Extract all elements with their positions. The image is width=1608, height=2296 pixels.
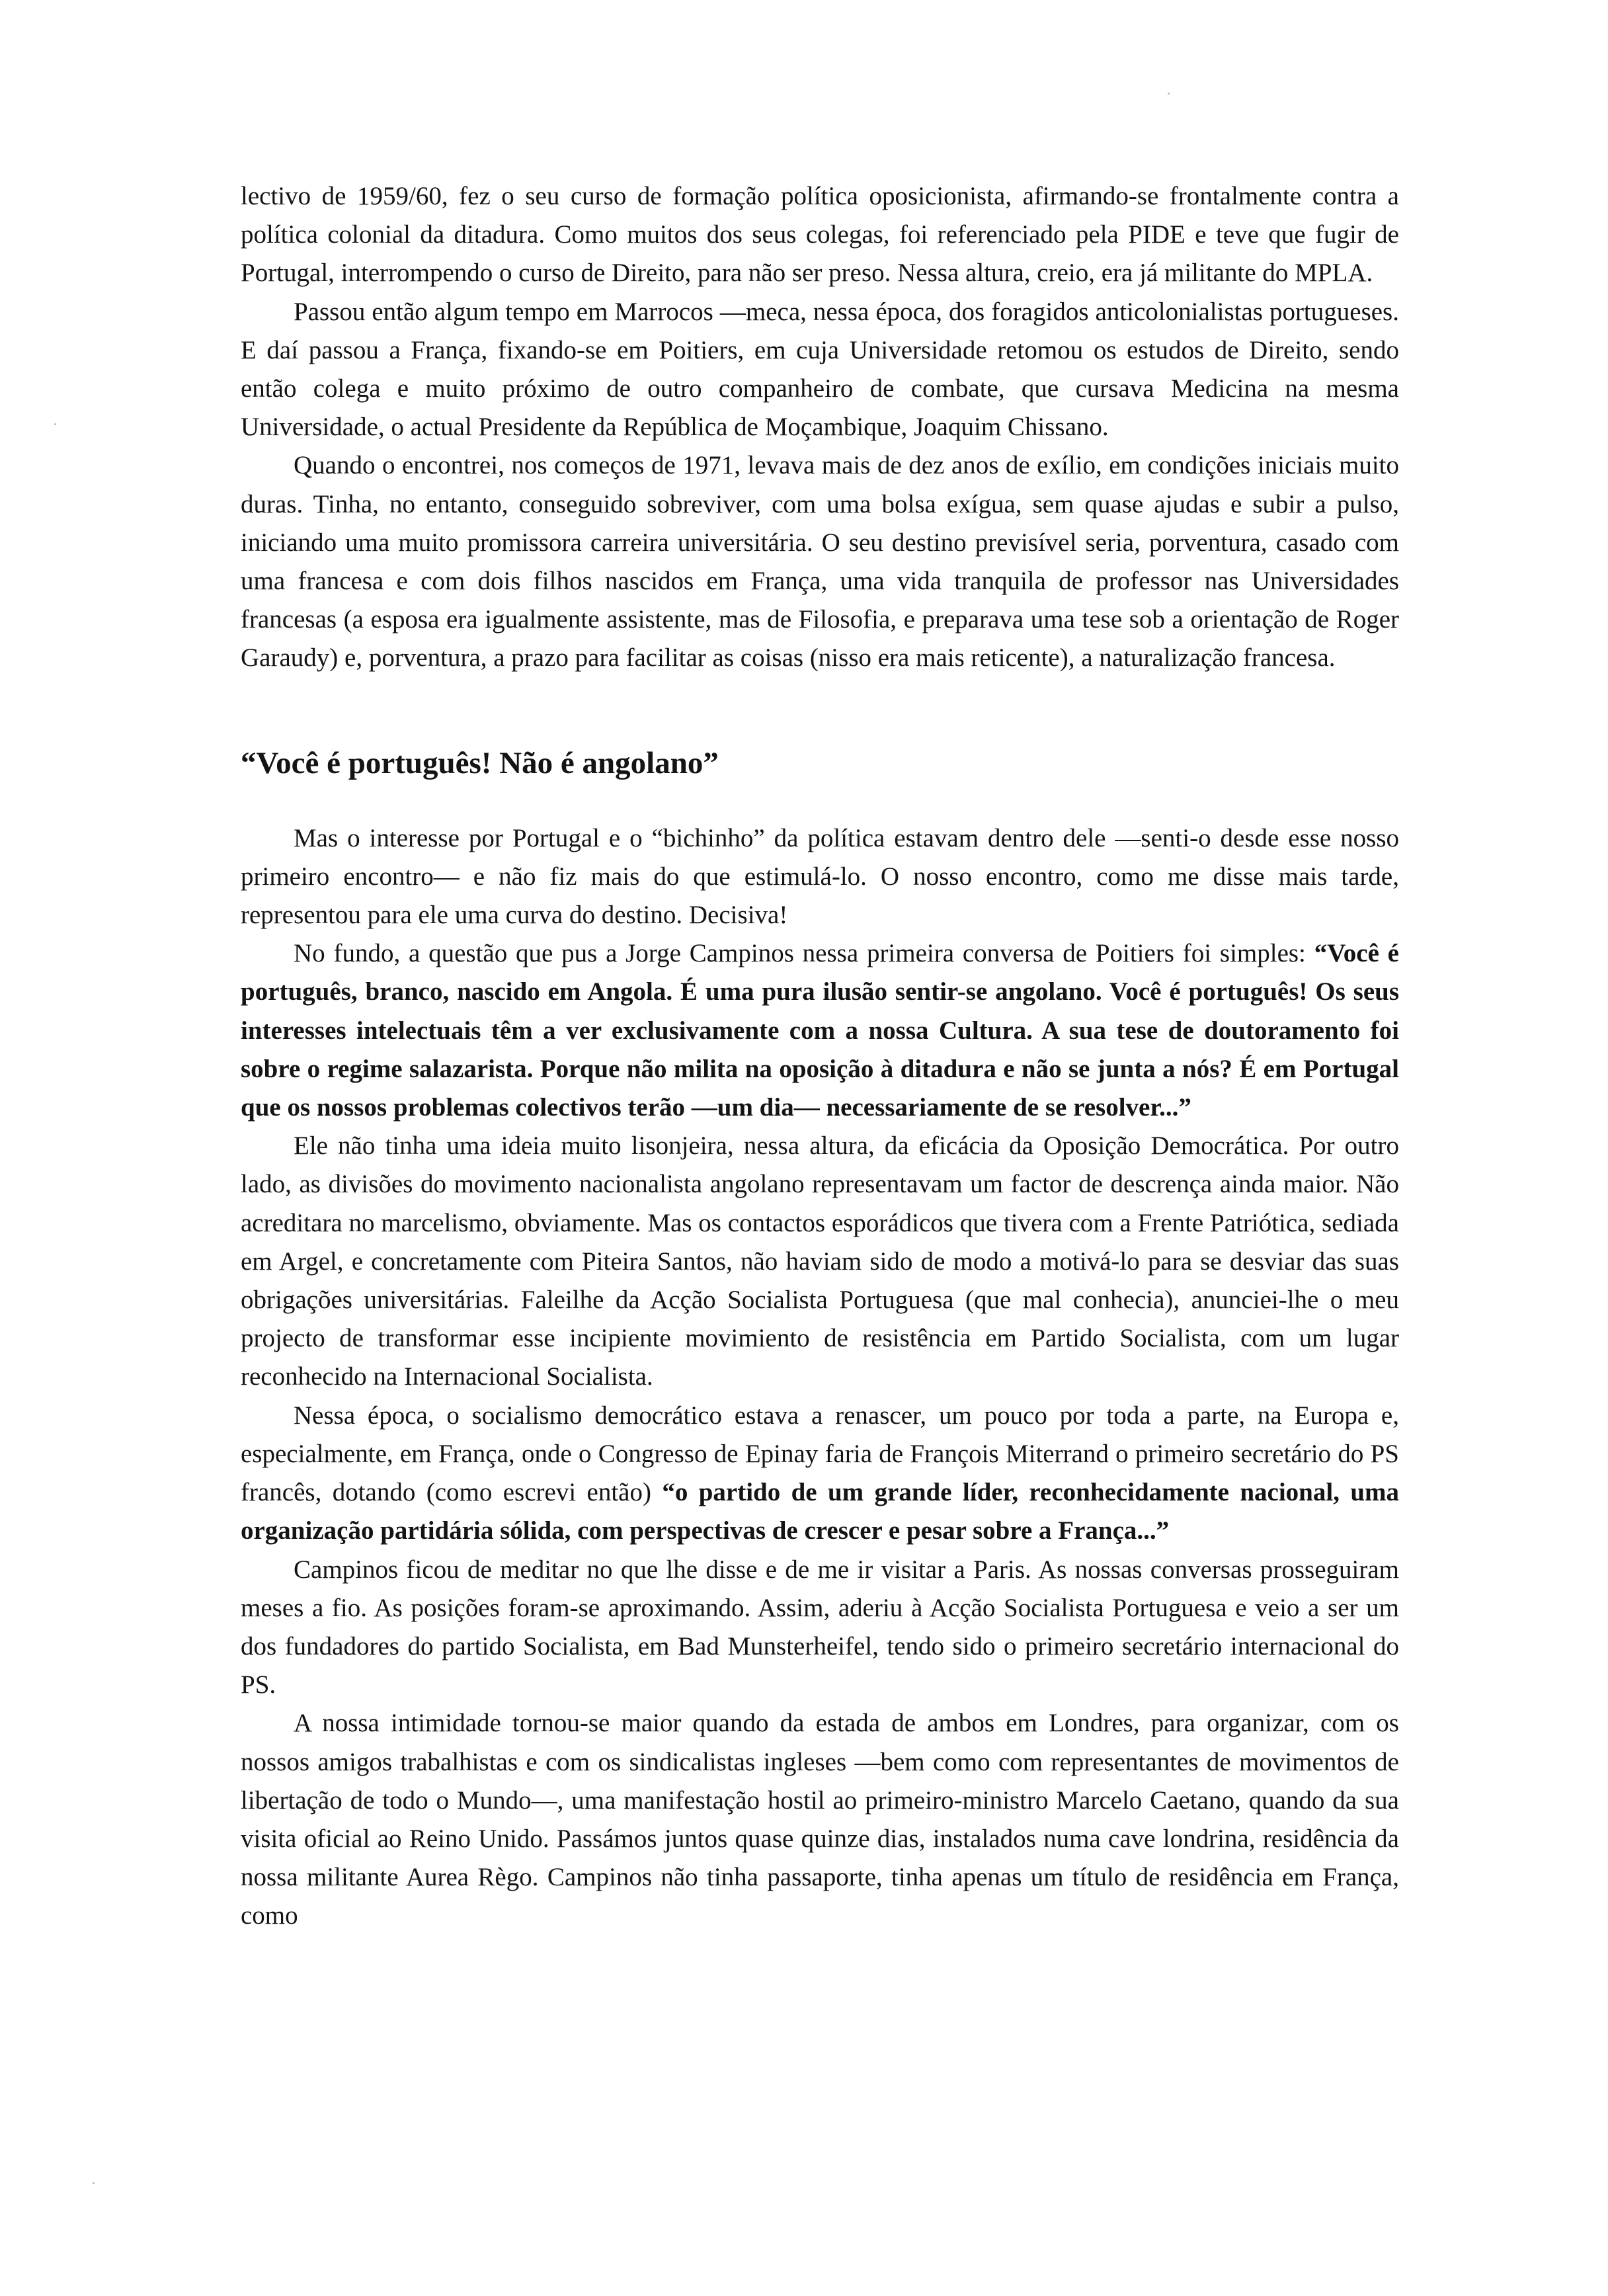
paragraph-5-plain: No fundo, a questão que pus a Jorge Campinos nessa primeira conversa de Poitiers foi simples: xyxy=(294,939,1314,968)
spacer xyxy=(241,678,1399,744)
spacer xyxy=(241,782,1399,819)
paragraph-8: Campinos ficou de meditar no que lhe disse e de me ir visitar a Paris. As nossas conversas prosseguiram meses a fio. As posições foram-se aproximando. Assim, aderiu à Acção Socialista Portuguesa e veio a ser um dos fundadores do partido Socialista, em Bad Munsterheifel, tendo sido o primeiro secretário internacional do PS. xyxy=(241,1555,1399,1700)
paragraph-2: Passou então algum tempo em Marrocos —meca, nessa época, dos foragidos anticolonialistas portugueses. E daí passou a França, fixando-se em Poitiers, em cuja Universidade retomou os estudos de Direito, sendo então colega e muito próximo de outro companheiro de combate, que cursava Medicina na mesma Universidade, o actual Presidente da República de Moçambique, Joaquim Chissano. xyxy=(241,297,1399,442)
section-heading: “Você é português! Não é angolano” xyxy=(241,745,719,780)
scan-speck xyxy=(54,423,56,425)
paragraph-1: lectivo de 1959/60, fez o seu curso de formação política oposicionista, afirmando-se frontalmente contra a política colonial da ditadura. Como muitos dos seus colegas, foi referenciado pela PIDE e teve que fugir de Portugal, interrompendo o curso de Direito, para não ser preso. Nessa altura, creio, era já militante do MPLA. xyxy=(241,182,1399,288)
paragraph-5 xyxy=(241,934,1399,1127)
page-body xyxy=(241,177,1399,1936)
paragraph-5-quote: “Você é português, branco, nascido em Angola. É uma pura ilusão sentir-se angolano. Você é português! Os seus interesses intelectuais têm a ver exclusivamente com a nossa Cultura. A sua tese de doutoramento foi sobre o regime salazarista. Porque não milita na oposição à ditadura e não se junta a nós? É em Portugal que os nossos problemas colectivos terão —um dia— necessariamente de se resolver...” xyxy=(241,939,1399,1122)
paragraph-7-quote: “o partido de um grande líder, reconhecidamente nacional, uma organização partidária sólida, com perspectivas de crescer e pesar sobre a França...” xyxy=(241,1478,1400,1545)
paragraph-7 xyxy=(241,1397,1399,1551)
paragraph-4: Mas o interesse por Portugal e o “bichinho” da política estavam dentro dele —senti-o desde esse nosso primeiro encontro— e não fiz mais do que estimulá-lo. O nosso encontro, como me disse mais tarde, representou para ele uma curva do destino. Decisiva! xyxy=(241,823,1399,930)
paragraph-7-plain: Nessa época, o socialismo democrático estava a renascer, um pouco por toda a parte, na Europa e, especialmente, em França, onde o Congresso de Epinay faria de François Miterrand o primeiro secretário do PS francês, dotando (como escrevi então) xyxy=(241,1401,1399,1507)
scan-speck xyxy=(1168,93,1170,95)
scan-speck xyxy=(93,2182,95,2184)
paragraph-6: Ele não tinha uma ideia muito lisonjeira, nessa altura, da eficácia da Oposição Democrática. Por outro lado, as divisões do movimento nacionalista angolano representavam um factor de descrença ainda maior. Não acreditara no marcelismo, obviamente. Mas os contactos esporádicos que tivera com a Frente Patriótica, sediada em Argel, e concretamente com Piteira Santos, não haviam sido de modo a motivá-lo para se desviar das suas obrigações universitárias. Faleilhe da Acção Socialista Portuguesa (que mal conhecia), anunciei-lhe o meu projecto de transformar esse incipiente movimiento de resistência em Partido Socialista, com um lugar reconhecido na Internacional Socialista. xyxy=(241,1131,1399,1391)
paragraph-3: Quando o encontrei, nos começos de 1971, levava mais de dez anos de exílio, em condições iniciais muito duras. Tinha, no entanto, conseguido sobreviver, com uma bolsa exígua, sem quase ajudas e subir a pulso, iniciando uma muito promissora carreira universitária. O seu destino previsível seria, porventura, casado com uma francesa e com dois filhos nascidos em França, uma vida tranquila de professor nas Universidades francesas (a esposa era igualmente assistente, mas de Filosofia, e preparava uma tese sob a orientação de Roger Garaudy) e, porventura, a prazo para facilitar as coisas (nisso era mais reticente), a naturalização francesa. xyxy=(241,451,1399,673)
paragraph-9: A nossa intimidade tornou-se maior quando da estada de ambos em Londres, para organizar, com os nossos amigos trabalhistas e com os sindicalistas ingleses —bem como com representantes de movimentos de libertação de todo o Mundo—, uma manifestação hostil ao primeiro-ministro Marcelo Caetano, quando da sua visita oficial ao Reino Unido. Passámos juntos quase quinze dias, instalados numa cave londrina, residência da nossa militante Aurea Règo. Campinos não tinha passaporte, tinha apenas um título de residência em França, como xyxy=(241,1709,1399,1930)
